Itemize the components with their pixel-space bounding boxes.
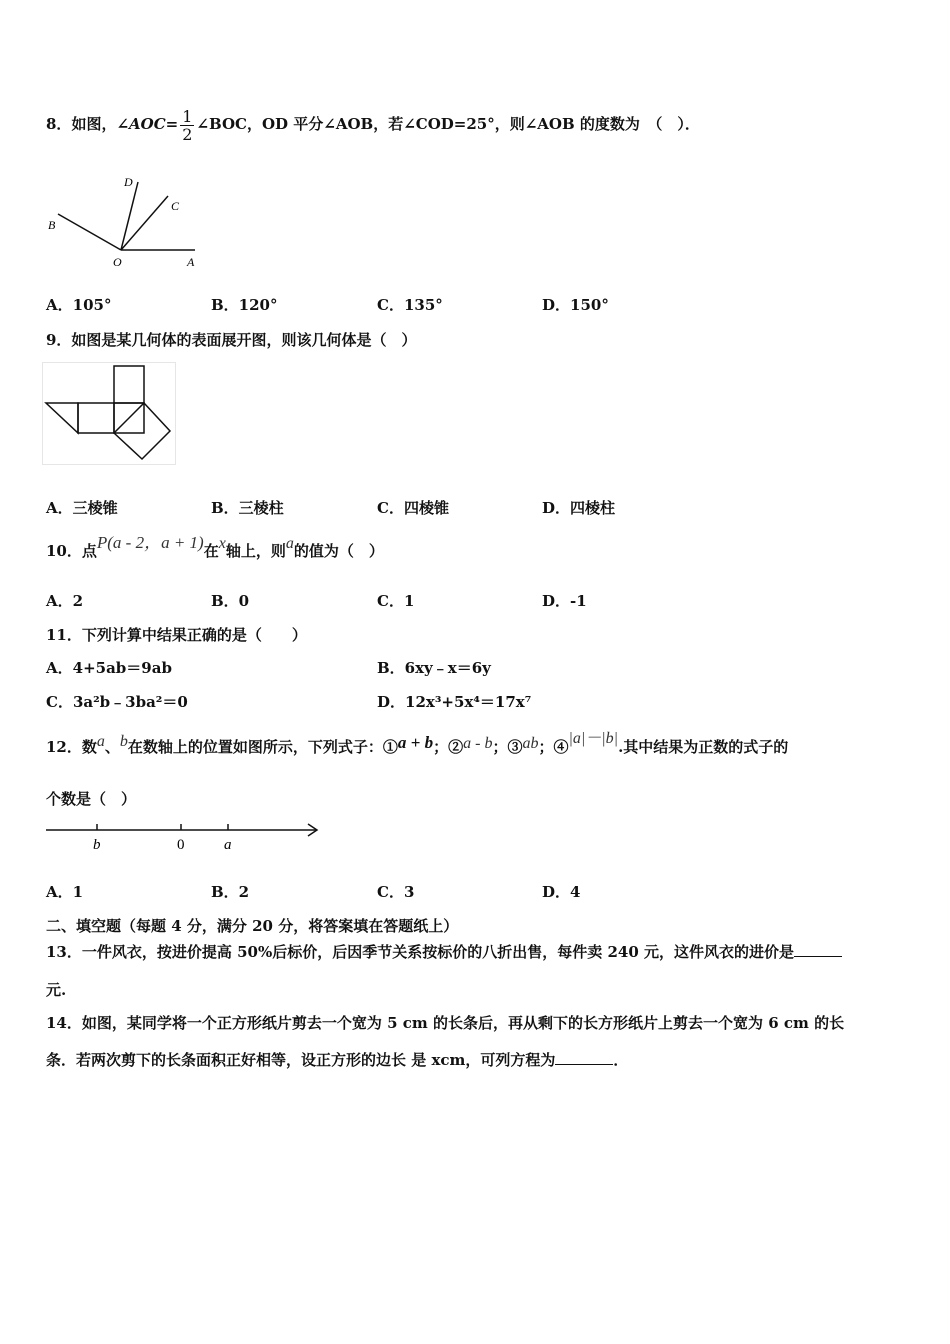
- q10-mid2: 轴上，则: [225, 542, 286, 560]
- q14-answer-blank[interactable]: [555, 1064, 613, 1065]
- q12-option-a[interactable]: A．1: [46, 883, 84, 901]
- q12-sep2: ；②: [433, 738, 464, 756]
- q8-option-a[interactable]: A．105°: [46, 296, 112, 314]
- q10-stem: [46, 533, 384, 567]
- net-rotated-square: [114, 403, 170, 459]
- q11-option-b[interactable]: B．6xy﹣x＝6y: [377, 659, 491, 677]
- label-d: D: [124, 175, 133, 189]
- q12-var-a: a: [96, 733, 105, 750]
- q11-option-a[interactable]: A．4+5ab＝9ab: [46, 659, 172, 677]
- q12-mid: 在数轴上的位置如图所示，下列式子：①: [127, 738, 398, 756]
- q12-expr4: |a|－|b|: [568, 730, 619, 747]
- q13-answer-blank[interactable]: [794, 956, 842, 957]
- q11-option-c[interactable]: C．3a²b﹣3ba²＝0: [46, 693, 188, 711]
- q8-angle-figure: [40, 168, 210, 273]
- q12-stem: [46, 732, 788, 763]
- q8-lead: 如图，: [71, 115, 117, 133]
- q10-option-b[interactable]: B．0: [211, 592, 250, 610]
- q9-net-figure: [42, 362, 177, 466]
- q12-tail: .其中结果为正数的式子的: [618, 738, 789, 756]
- q14-end: ．: [613, 1051, 629, 1069]
- axis-label-a: a: [224, 837, 232, 853]
- label-o: O: [113, 255, 122, 269]
- q13-text: 13．一件风衣，按进价提高 50%后标价，后因季节关系按标价的八折出售，每件卖 240 元，这件风衣的进价是: [46, 943, 794, 961]
- q10-var-x: x: [218, 535, 226, 552]
- q10-option-a[interactable]: A．2: [46, 592, 84, 610]
- q13-line1: [46, 941, 842, 962]
- q12-expr1: a + b: [397, 733, 434, 752]
- q13-line2: 元.: [46, 981, 67, 999]
- q12-sep: 、: [104, 738, 120, 756]
- q14-line1: 14．如图，某同学将一个正方形纸片剪去一个宽为 5 cm 的长条后，再从剩下的长方形纸片上剪去一个宽为 6 cm 的长: [46, 1014, 845, 1032]
- q8-stem: [46, 104, 700, 144]
- q10-option-d[interactable]: D．-1: [542, 592, 587, 610]
- q11-stem: 11．下列计算中结果正确的是（ ）: [46, 626, 307, 644]
- q8-fraction: [180, 108, 194, 143]
- q8-number: 8．: [46, 115, 72, 133]
- q12-number-line: [44, 818, 324, 854]
- q9-option-b[interactable]: B．三棱柱: [211, 499, 284, 517]
- net-top-square: [114, 366, 144, 403]
- q8-option-d[interactable]: D．150°: [542, 296, 609, 314]
- q8-rest: ∠BOC，OD 平分∠AOB，若∠COD=25°，则∠AOB 的度数为 （ ）．: [196, 115, 700, 133]
- q8-option-b[interactable]: B．120°: [211, 296, 278, 314]
- q11-option-d[interactable]: D．12x³+5x⁴＝17x⁷: [377, 693, 532, 711]
- q12-line2: 个数是（ ）: [46, 790, 137, 808]
- q10-point-p: P(a - 2，a + 1): [96, 533, 204, 552]
- q8-frac-den: 2: [182, 124, 193, 144]
- q10-option-c[interactable]: C．1: [377, 592, 415, 610]
- q10-number: 10．点: [46, 542, 97, 560]
- q9-option-d[interactable]: D．四棱柱: [542, 499, 616, 517]
- label-a: A: [187, 255, 195, 269]
- net-left-triangle: [46, 403, 78, 433]
- q9-option-c[interactable]: C．四棱锥: [377, 499, 449, 517]
- q12-expr3: ab: [522, 735, 539, 752]
- q9-option-a[interactable]: A．三棱锥: [46, 499, 118, 517]
- q10-end: 的值为（ ）: [293, 542, 384, 560]
- q14-line2: [46, 1049, 628, 1070]
- q8-frac-num: 1: [182, 106, 193, 126]
- axis-label-b: b: [93, 837, 101, 853]
- q12-option-b[interactable]: B．2: [211, 883, 250, 901]
- ray-ob: [58, 214, 121, 250]
- q8-option-c[interactable]: C．135°: [377, 296, 443, 314]
- q12-expr2: a - b: [463, 735, 493, 752]
- q12-option-d[interactable]: D．4: [542, 883, 581, 901]
- q12-option-c[interactable]: C．3: [377, 883, 415, 901]
- q12-number: 12．数: [46, 738, 97, 756]
- q10-mid1: 在: [203, 542, 219, 560]
- q8-aoc: ∠AOC=: [116, 115, 179, 133]
- q12-sep4: ；④: [538, 738, 569, 756]
- q12-var-b: b: [119, 733, 128, 750]
- label-c: C: [171, 199, 180, 213]
- q14-text: 条．若两次剪下的长条面积正好相等，设正方形的边长 是 xcm，可列方程为: [46, 1051, 556, 1069]
- label-b: B: [48, 218, 56, 232]
- figure-frame: [43, 363, 176, 465]
- net-middle-left: [78, 403, 114, 433]
- q10-var-a: a: [285, 535, 294, 552]
- q12-sep3: ；③: [492, 738, 523, 756]
- section-2-title: 二、填空题（每题 4 分，满分 20 分，将答案填在答题纸上）: [46, 917, 459, 935]
- axis-label-zero: 0: [177, 837, 185, 853]
- q9-stem: 9．如图是某几何体的表面展开图，则该几何体是（ ）: [46, 331, 417, 349]
